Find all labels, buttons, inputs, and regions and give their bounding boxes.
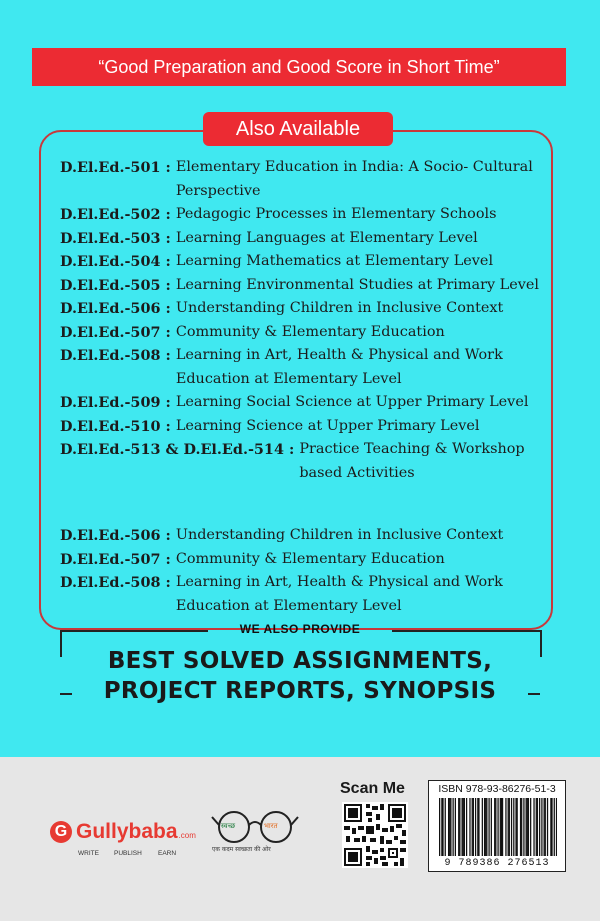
course-code: D.El.Ed.-513 & D.El.Ed.-514 — [60, 441, 284, 458]
course-item: D.El.Ed.-504 : Learning Mathematics at Elementary Level — [60, 250, 550, 274]
swachh-caption: एक कदम स्वच्छता की ओर — [212, 846, 271, 853]
isbn-number: ISBN 978-93-86276-51-3 — [438, 783, 556, 795]
course-item: D.El.Ed.-501 : Elementary Education in India: A Socio- Cultural — [60, 156, 550, 180]
course-title: Community & Elementary Education — [175, 323, 445, 340]
course-code: D.El.Ed.-508 — [60, 347, 161, 364]
swachh-text-right: भारत — [264, 822, 278, 830]
course-title: Education at Elementary Level — [175, 597, 402, 614]
course-item: D.El.Ed.-502 : Pedagogic Processes in Elementary Schools — [60, 203, 550, 227]
course-title: Learning in Art, Health & Physical and Work — [175, 347, 503, 363]
course-item: D.El.Ed.-509 : Learning Social Science at Upper Primary Level — [60, 391, 550, 415]
barcode-digits: 9 789386 276513 — [444, 858, 550, 869]
isbn-barcode — [428, 780, 566, 872]
tagline-write: WRITE — [78, 850, 99, 857]
course-title: Community & Elementary Education — [175, 550, 445, 567]
course-code: D.El.Ed.-501 — [60, 159, 161, 176]
course-item: D.El.Ed.-508 : Learning in Art, Health & Physical and Work — [60, 571, 550, 595]
course-code: D.El.Ed.-505 — [60, 276, 161, 294]
course-title: Elementary Education in India: A Socio- Cultural — [175, 159, 533, 175]
course-item: D.El.Ed.-513 & D.El.Ed.-514 : Practice Teaching & Workshop — [60, 438, 550, 462]
also-available-title-text: Also Available — [235, 117, 361, 140]
course-code: D.El.Ed.-507 — [60, 550, 161, 568]
course-title: Learning in Art, Health & Physical and Work — [175, 574, 503, 590]
divider-bottom-left — [60, 693, 72, 695]
provide-line-2: PROJECT REPORTS, SYNOPSIS — [103, 678, 497, 704]
also-available-title — [203, 112, 393, 146]
course-item: D.El.Ed.-506 : Understanding Children in Inclusive Context — [60, 297, 550, 321]
course-title: Learning Science at Upper Primary Level — [175, 417, 480, 434]
course-code: D.El.Ed.-507 — [60, 323, 161, 341]
course-code: D.El.Ed.-504 — [60, 253, 161, 270]
we-also-provide-label: WE ALSO PROVIDE — [239, 622, 361, 636]
course-item: D.El.Ed.-505 : Learning Environmental Studies at Primary Level — [60, 274, 550, 298]
course-code: D.El.Ed.-509 — [60, 394, 161, 411]
course-code: D.El.Ed.-508 — [60, 574, 161, 591]
course-title: based Activities — [299, 464, 415, 481]
course-code: D.El.Ed.-502 — [60, 206, 161, 223]
gullybaba-g-icon: G — [50, 821, 72, 843]
course-title: Understanding Children in Inclusive Context — [175, 527, 504, 543]
also-available-list — [60, 156, 550, 485]
divider-bottom-right — [528, 693, 540, 695]
provide-line-1: BEST SOLVED ASSIGNMENTS, — [107, 648, 493, 674]
course-item: D.El.Ed.-506 : Understanding Children in Inclusive Context — [60, 524, 550, 548]
course-title: Understanding Children in Inclusive Context — [175, 300, 504, 316]
course-title: Pedagogic Processes in Elementary Schools — [175, 206, 497, 222]
gullybaba-com: .com — [178, 830, 196, 840]
course-item: D.El.Ed.-510 : Learning Science at Upper Primary Level — [60, 415, 550, 439]
tagline-earn: EARN — [158, 850, 177, 857]
course-code: D.El.Ed.-506 — [60, 527, 161, 544]
course-title: Learning Languages at Elementary Level — [175, 229, 478, 246]
course-title: Learning Social Science at Upper Primary Level — [175, 394, 529, 410]
also-available-list-2 — [60, 524, 550, 618]
course-code: D.El.Ed.-506 — [60, 300, 161, 317]
scan-me-label: Scan Me — [340, 780, 405, 797]
tagline-banner — [32, 48, 566, 86]
course-title: Learning Environmental Studies at Primary Level — [175, 276, 540, 293]
course-item — [60, 595, 550, 619]
course-title: Education at Elementary Level — [175, 370, 402, 387]
tagline-text: “Good Preparation and Good Score in Short Time” — [98, 56, 500, 77]
course-item: D.El.Ed.-507 : Community & Elementary Education — [60, 548, 550, 572]
course-item: D.El.Ed.-508 : Learning in Art, Health & Physical and Work — [60, 344, 550, 368]
course-title: Perspective — [175, 182, 261, 199]
gullybaba-wordmark: Gullybaba — [76, 820, 178, 843]
course-code: D.El.Ed.-503 — [60, 229, 161, 247]
course-item: D.El.Ed.-507 : Community & Elementary Education — [60, 321, 550, 345]
tagline-publish: PUBLISH — [114, 850, 142, 857]
course-item — [60, 368, 550, 392]
swachh-text-left: स्वच्छ — [221, 822, 236, 830]
course-item — [60, 180, 550, 204]
course-title: Learning Mathematics at Elementary Level — [175, 253, 494, 269]
course-title: Practice Teaching & Workshop — [299, 441, 525, 457]
course-item: D.El.Ed.-503 : Learning Languages at Elementary Level — [60, 227, 550, 251]
qr-code-icon — [342, 802, 408, 868]
barcode-icon — [439, 798, 557, 856]
course-code: D.El.Ed.-510 — [60, 417, 161, 435]
course-item — [60, 462, 550, 486]
gullybaba-logo — [50, 820, 196, 844]
